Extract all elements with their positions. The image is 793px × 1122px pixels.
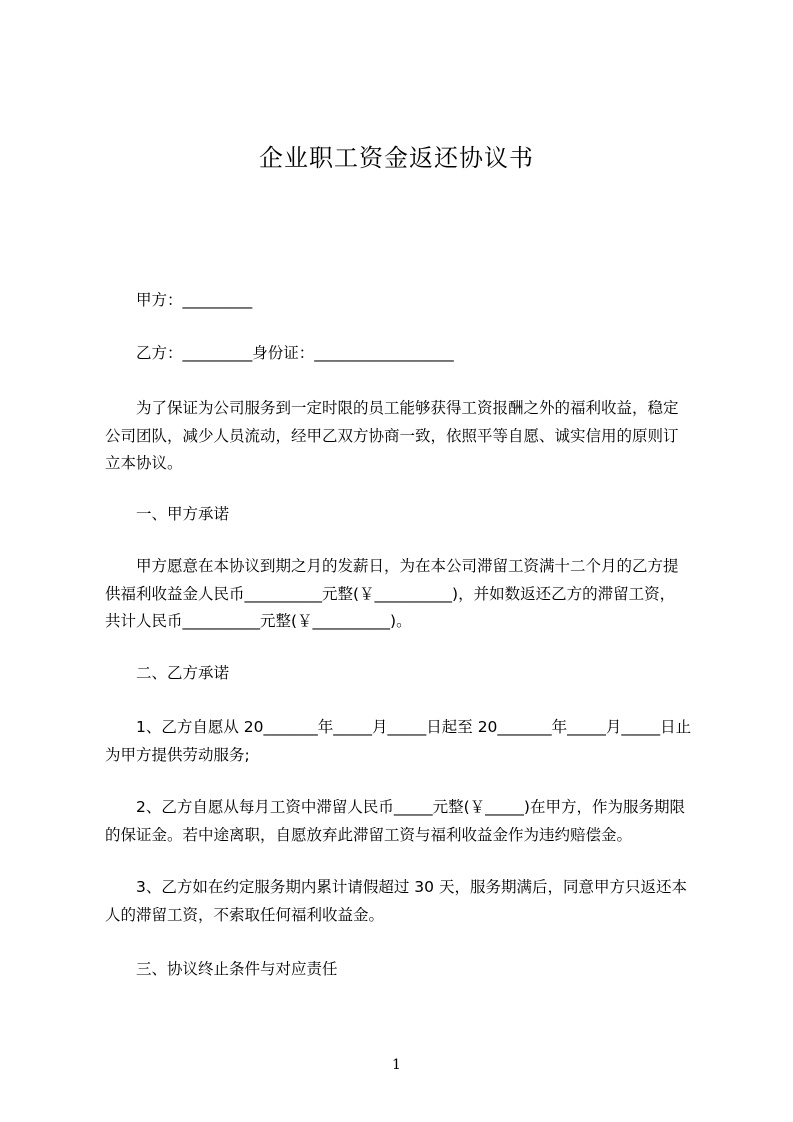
- section-2-heading: [105, 660, 705, 688]
- section-3-heading-text: 三、协议终止条件与对应责任: [136, 960, 338, 978]
- section-1-line-2: 供福利收益金人民币__________元整(￥__________)，并如数返还乙方的滞留工资，: [105, 584, 676, 603]
- section-2-item-2-line-1: 2、乙方自愿从每月工资中滞留人民币_____元整(￥_____)在甲方，作为服务期限: [136, 798, 685, 816]
- preamble-line-2: 公司团队，减少人员流动，经甲乙双方协商一致，依照平等自愿、诚实信用的原则订: [105, 426, 679, 445]
- page-number: 1: [392, 1057, 401, 1073]
- section-1-heading: [105, 501, 705, 529]
- party-a-text: 甲方：_________: [136, 291, 253, 309]
- section-1-paragraph: [105, 553, 705, 636]
- section-2-item-3: [105, 874, 705, 929]
- section-1-line-1: 甲方愿意在本协议到期之月的发薪日，为在本公司滞留工资满十二个月的乙方提: [136, 557, 679, 575]
- preamble-paragraph: [105, 395, 705, 478]
- preamble-line-3: 立本协议。: [105, 454, 183, 472]
- preamble-line-1: 为了保证为公司服务到一定时限的员工能够获得工资报酬之外的福利收益，稳定: [136, 399, 679, 417]
- section-2-item-1: [105, 714, 705, 769]
- party-b-line: [105, 340, 705, 368]
- party-b-text: 乙方：_________身份证：__________________: [136, 344, 454, 362]
- section-1-heading-text: 一、甲方承诺: [136, 505, 230, 523]
- section-2-item-3-line-1: 3、乙方如在约定服务期内累计请假超过 30 天，服务期满后，同意甲方只返还本: [136, 878, 687, 896]
- document-title: 企业职工资金返还协议书: [259, 144, 534, 172]
- section-2-item-1-line-1: 1、乙方自愿从 20_______年_____月_____日起至 20_______年_____月_____日止: [136, 718, 692, 736]
- party-a-line: [105, 287, 705, 315]
- section-2-item-2-line-2: 的保证金。若中途离职，自愿放弃此滞留工资与福利收益金作为违约赔偿金。: [105, 825, 633, 844]
- section-2-item-1-line-2: 为甲方提供劳动服务;: [105, 745, 250, 764]
- section-1-line-3: 共计人民币__________元整(￥__________)。: [105, 612, 412, 630]
- section-2-item-2: [105, 794, 705, 849]
- section-3-heading: [105, 956, 705, 984]
- section-2-item-3-line-2: 人的滞留工资，不索取任何福利收益金。: [105, 905, 385, 924]
- section-2-heading-text: 二、乙方承诺: [136, 664, 230, 682]
